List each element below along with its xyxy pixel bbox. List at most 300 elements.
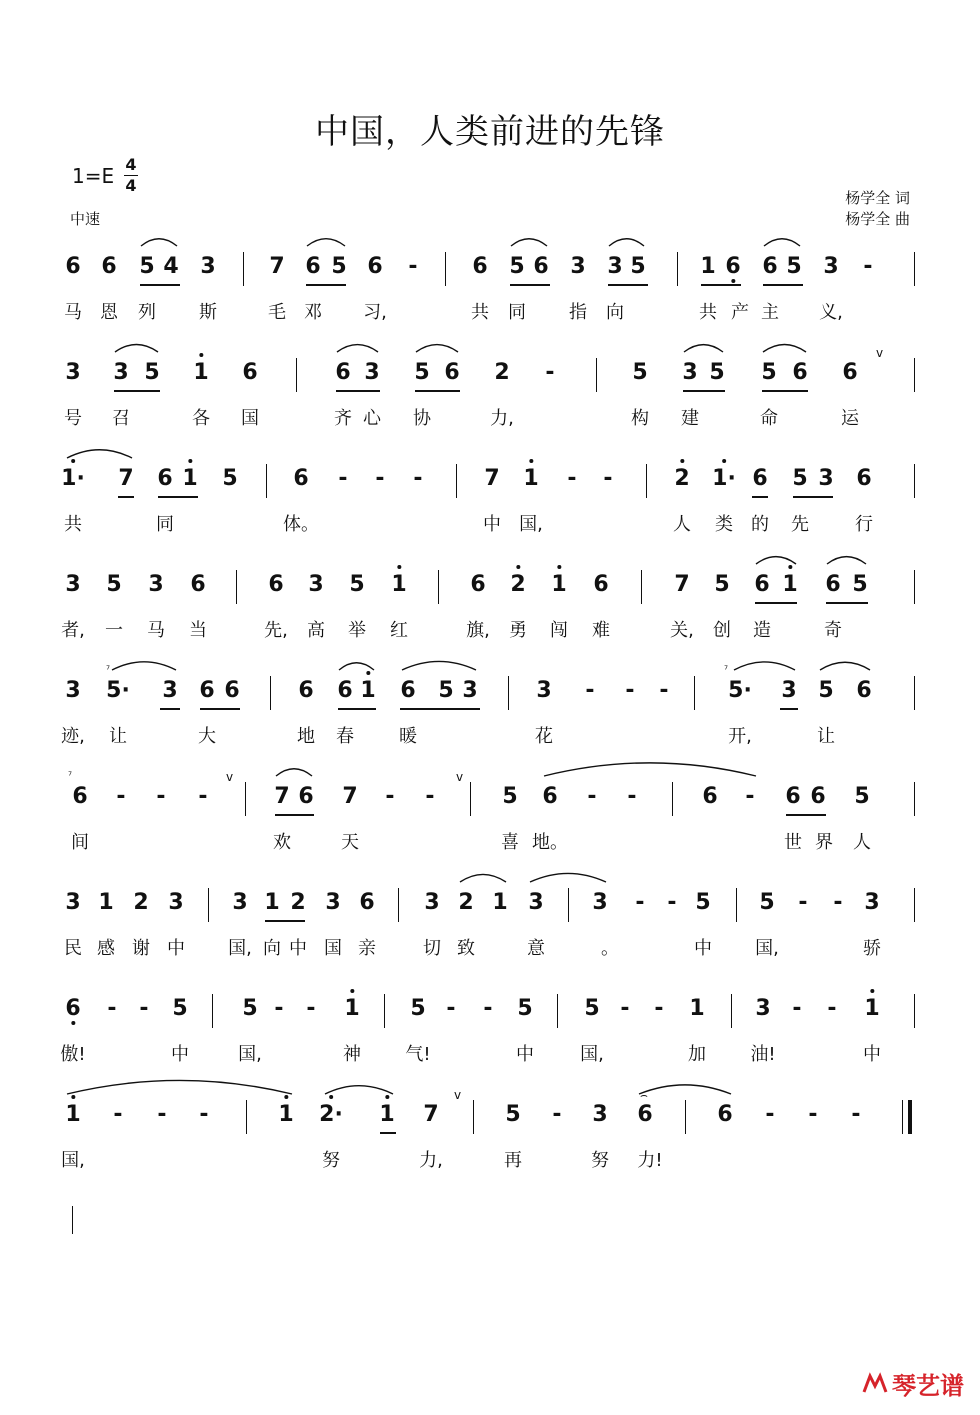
note: 6 — [542, 784, 558, 809]
note: 5 — [438, 678, 454, 703]
lyric-syllable: 谢 — [132, 938, 150, 959]
note: 5 — [714, 572, 730, 597]
barline — [914, 994, 915, 1028]
lyric-syllable: 加 — [688, 1044, 706, 1065]
barline — [557, 994, 558, 1028]
note: 6 — [856, 678, 872, 703]
notes-row — [0, 466, 980, 506]
note: 3 — [607, 254, 623, 279]
note: 3 — [781, 678, 797, 703]
note: 1 — [360, 678, 375, 703]
note: 6 — [268, 572, 284, 597]
lyric-syllable: 义, — [819, 302, 843, 323]
lyric-syllable: 中 — [516, 1044, 534, 1065]
note: 1 — [193, 360, 208, 385]
lyric-syllable: 者, — [61, 620, 85, 641]
barline — [914, 464, 915, 498]
note: 3 — [462, 678, 478, 703]
sustain-dash: - — [827, 996, 837, 1021]
barline — [914, 676, 915, 710]
sustain-dash: - — [587, 784, 597, 809]
lyric-syllable: 产 — [731, 302, 749, 323]
sustain-dash: - — [798, 890, 808, 915]
note: 6 — [359, 890, 375, 915]
beat-underline — [701, 284, 741, 286]
sustain-dash: - — [375, 466, 385, 491]
barline — [456, 464, 457, 498]
note: 3 — [823, 254, 839, 279]
time-signature — [124, 156, 138, 195]
notes-row — [0, 254, 980, 294]
note: 6 — [810, 784, 826, 809]
note: 6 — [65, 254, 81, 279]
lyrics-row — [0, 298, 980, 328]
note: 2 — [494, 360, 510, 385]
lyric-syllable: 天 — [341, 832, 359, 853]
note: 3 — [65, 360, 81, 385]
barline — [685, 1100, 686, 1134]
barline — [445, 252, 446, 286]
note: 1 — [182, 466, 197, 491]
note: 3 — [200, 254, 216, 279]
lyric-syllable: 致 — [457, 938, 475, 959]
beat-underline — [158, 496, 198, 498]
note: 6 — [717, 1102, 733, 1127]
octave-dot-above — [188, 459, 192, 463]
slur — [140, 228, 178, 248]
note: 6 — [472, 254, 488, 279]
lyricist-credit: 杨学全 词 — [845, 189, 910, 207]
note: 6 — [444, 360, 460, 385]
octave-dot-above — [385, 1095, 389, 1099]
note: 1 — [344, 996, 359, 1021]
lyrics-row — [0, 934, 980, 964]
sustain-dash: - — [765, 1102, 775, 1127]
time-signature-denominator: 4 — [125, 176, 137, 195]
watermark-text: 琴艺谱 — [892, 1372, 964, 1400]
lyric-syllable: 召 — [112, 408, 130, 429]
note: 4 — [163, 254, 179, 279]
lyric-syllable: 努 — [591, 1150, 609, 1171]
lyric-syllable: 切 — [423, 938, 441, 959]
sustain-dash: - — [306, 996, 316, 1021]
octave-dot-above — [680, 459, 684, 463]
lyric-syllable: 奇 — [824, 620, 842, 641]
note: 3 — [232, 890, 248, 915]
lyric-syllable: 运 — [841, 408, 859, 429]
barline — [208, 888, 209, 922]
note: 1 — [782, 572, 797, 597]
lyric-syllable: 骄 — [863, 938, 881, 959]
lyric-syllable: 类 — [715, 514, 733, 535]
sustain-dash: - — [585, 678, 595, 703]
note: 1 — [98, 890, 114, 915]
note: 5 — [695, 890, 711, 915]
beat-underline — [400, 708, 480, 710]
sustain-dash: - — [659, 678, 669, 703]
barline — [914, 570, 915, 604]
slur — [510, 228, 548, 248]
sustain-dash: - — [745, 784, 755, 809]
note: 5 — [509, 254, 525, 279]
barline — [212, 994, 213, 1028]
note: 6 — [298, 678, 314, 703]
note: 7 — [274, 784, 290, 809]
lyric-syllable: 傲! — [60, 1044, 86, 1065]
note: 5 — [818, 678, 834, 703]
note: 5 — [144, 360, 160, 385]
note: 3 — [162, 678, 178, 703]
octave-dot-above — [870, 989, 874, 993]
notes-row — [0, 890, 980, 930]
sustain-dash: - — [198, 784, 208, 809]
note: 6 — [242, 360, 258, 385]
lyric-syllable: 当 — [189, 620, 207, 641]
lyric-syllable: 马 — [147, 620, 165, 641]
lyric-syllable: 主 — [761, 302, 779, 323]
barline — [731, 994, 732, 1028]
lyric-syllable: 地。 — [532, 832, 568, 853]
lyric-syllable: 力, — [419, 1150, 443, 1171]
beat-underline — [306, 284, 346, 286]
note: 3 — [570, 254, 586, 279]
beat-underline — [338, 708, 376, 710]
barline — [236, 570, 237, 604]
note: 3 — [168, 890, 184, 915]
lyric-syllable: 国 — [324, 938, 342, 959]
barline — [243, 252, 244, 286]
lyric-syllable: 努 — [322, 1150, 340, 1171]
lyric-syllable: 关, — [670, 620, 694, 641]
lyric-syllable: 中 — [289, 938, 307, 959]
lyric-syllable: 邓 — [304, 302, 322, 323]
lyric-syllable: 红 — [390, 620, 408, 641]
note: 3 — [592, 1102, 608, 1127]
sustain-dash: - — [620, 996, 630, 1021]
lyric-syllable: 地 — [297, 726, 315, 747]
note: 5 — [349, 572, 365, 597]
note: 6 — [224, 678, 240, 703]
sustain-dash: - — [627, 784, 637, 809]
lyric-syllable: 中 — [863, 1044, 881, 1065]
note: 5 — [172, 996, 188, 1021]
notes-row — [0, 665, 980, 718]
note: 7 — [423, 1102, 439, 1127]
breath-mark: v — [876, 346, 884, 360]
lyric-syllable: 世 — [784, 832, 802, 853]
note: 2 — [510, 572, 525, 597]
sustain-dash: - — [113, 1102, 123, 1127]
sustain-dash: - — [156, 784, 166, 809]
lyric-syllable: 气! — [405, 1044, 431, 1065]
lyric-syllable: 齐 — [334, 408, 352, 429]
barline — [246, 1100, 247, 1134]
sustain-dash: - — [625, 678, 635, 703]
octave-dot-above — [350, 989, 354, 993]
note: 1 — [492, 890, 508, 915]
lyric-syllable: 创 — [713, 620, 731, 641]
note: 1 — [278, 1102, 293, 1127]
note: 6 — [157, 466, 173, 491]
note: 5· — [728, 678, 752, 703]
note: 6 — [702, 784, 718, 809]
note: 5 — [709, 360, 725, 385]
fermata-mark: ⌢ — [640, 1088, 648, 1102]
lyric-syllable: 同 — [508, 302, 526, 323]
barline — [296, 358, 297, 392]
lyric-syllable: 开, — [728, 726, 752, 747]
sustain-dash: - — [654, 996, 664, 1021]
note: 1· — [61, 466, 85, 491]
lyric-syllable: 暖 — [399, 726, 417, 747]
score-system-4 — [0, 572, 980, 682]
barline — [596, 358, 597, 392]
lyric-syllable: 同 — [156, 514, 174, 535]
sustain-dash: - — [446, 996, 456, 1021]
score-system-3 — [0, 466, 980, 576]
octave-dot-above — [71, 1095, 75, 1099]
lyric-syllable: 建 — [681, 408, 699, 429]
note: 6 — [825, 572, 841, 597]
beat-underline — [140, 284, 180, 286]
sustain-dash: - — [199, 1102, 209, 1127]
lyric-syllable: 油! — [750, 1044, 776, 1065]
beat-underline — [763, 284, 803, 286]
lyric-syllable: 各 — [192, 408, 210, 429]
time-signature-numerator: 4 — [125, 155, 137, 174]
note: 1· — [712, 466, 736, 491]
lyrics-row — [0, 828, 980, 858]
note: 5 — [505, 1102, 521, 1127]
lyric-syllable: 意 — [527, 938, 545, 959]
lyric-syllable: 高 — [307, 620, 325, 641]
lyric-syllable: 春 — [336, 726, 354, 747]
sustain-dash: - — [107, 996, 117, 1021]
score-system-5 — [0, 665, 980, 788]
note: 3 — [755, 996, 771, 1021]
note: 2· — [319, 1102, 343, 1127]
barline — [641, 570, 642, 604]
note: 3 — [65, 890, 81, 915]
note: 5 — [792, 466, 808, 491]
lyric-syllable: 感 — [97, 938, 115, 959]
key-signature: 1=E — [72, 164, 115, 188]
lyric-syllable: 力! — [637, 1150, 663, 1171]
lyric-syllable: 让 — [817, 726, 835, 747]
lyrics-row — [0, 616, 980, 646]
octave-dot-below — [731, 279, 735, 283]
octave-dot-above — [529, 459, 533, 463]
lyric-syllable: 中 — [171, 1044, 189, 1065]
sustain-dash: - — [157, 1102, 167, 1127]
note: 1 — [391, 572, 406, 597]
lyrics-row — [0, 510, 980, 540]
lyric-syllable: 共 — [471, 302, 489, 323]
beat-underline — [752, 496, 768, 498]
octave-dot-above — [557, 565, 561, 569]
beat-underline — [826, 602, 868, 604]
lyric-syllable: 大 — [198, 726, 216, 747]
barline — [270, 676, 271, 710]
lyric-syllable: 国, — [755, 938, 779, 959]
note: 1 — [65, 1102, 80, 1127]
sustain-dash: - — [792, 996, 802, 1021]
octave-dot-above — [329, 1095, 333, 1099]
note: 5 — [517, 996, 533, 1021]
note: 5 — [852, 572, 868, 597]
lyric-syllable: 共 — [699, 302, 717, 323]
lyric-syllable: 列 — [138, 302, 156, 323]
sustain-dash: - — [413, 466, 423, 491]
lyric-syllable: 民 — [64, 938, 82, 959]
beat-underline — [786, 814, 826, 816]
score-system-8 — [0, 996, 980, 1106]
lyric-syllable: 共 — [64, 514, 82, 535]
score-system-7 — [0, 890, 980, 1000]
note: 7 — [484, 466, 500, 491]
note: 6 — [856, 466, 872, 491]
lyric-syllable: 向 — [263, 938, 281, 959]
note: 6 — [298, 784, 314, 809]
lyric-syllable: 喜 — [501, 832, 519, 853]
note: 6 — [199, 678, 215, 703]
sustain-dash: - — [408, 254, 418, 279]
note: 6 — [785, 784, 801, 809]
breath-mark: v — [226, 770, 234, 784]
beat-underline — [683, 390, 725, 392]
sustain-dash: - — [545, 360, 555, 385]
lyrics-row — [0, 1040, 980, 1070]
note: 1 — [379, 1102, 394, 1127]
lyric-syllable: 再 — [504, 1150, 522, 1171]
notes-row — [0, 1088, 980, 1142]
note: 7 — [118, 466, 134, 491]
lyric-syllable: 。 — [601, 938, 619, 959]
lyric-syllable: 旗, — [466, 620, 490, 641]
sustain-dash: - — [338, 466, 348, 491]
lyric-syllable: 界 — [815, 832, 833, 853]
barline — [902, 1100, 903, 1134]
note: 5 — [410, 996, 426, 1021]
lyric-syllable: 国, — [519, 514, 543, 535]
logo-icon — [862, 1372, 888, 1396]
note: 6 — [752, 466, 768, 491]
beat-underline — [510, 284, 550, 286]
beat-underline — [200, 708, 240, 710]
note: 2 — [133, 890, 149, 915]
lyric-syllable: 国, — [228, 938, 252, 959]
octave-dot-above — [199, 353, 203, 357]
score-system-6 — [0, 770, 980, 894]
note: 6 — [533, 254, 549, 279]
beat-underline — [780, 708, 798, 710]
notes-row — [0, 996, 980, 1036]
note: 3 — [113, 360, 129, 385]
lyric-syllable: 间 — [71, 832, 89, 853]
note: 5 — [502, 784, 518, 809]
note: 3 — [148, 572, 164, 597]
note: 7 — [342, 784, 358, 809]
note: 1 — [689, 996, 705, 1021]
lyrics-row — [0, 722, 980, 752]
lyric-syllable: 造 — [753, 620, 771, 641]
note: 6 — [367, 254, 383, 279]
note: 6 — [101, 254, 117, 279]
barline — [245, 782, 246, 816]
sustain-dash: - — [483, 996, 493, 1021]
lyric-syllable: 行 — [855, 514, 873, 535]
note: 5 — [331, 254, 347, 279]
barline — [672, 782, 673, 816]
lyric-syllable: 心 — [363, 408, 381, 429]
sustain-dash: - — [567, 466, 577, 491]
sustain-dash: - — [274, 996, 284, 1021]
lyric-syllable: 命 — [760, 408, 778, 429]
lyric-syllable: 举 — [348, 620, 366, 641]
octave-dot-below — [71, 1021, 75, 1025]
beat-underline — [608, 284, 648, 286]
sustain-dash: - — [851, 1102, 861, 1127]
note: 3 — [592, 890, 608, 915]
note: 6 — [335, 360, 351, 385]
barline — [646, 464, 647, 498]
grace-note: ⁷ — [724, 665, 729, 676]
lyric-syllable: 国, — [61, 1150, 85, 1171]
sustain-dash: - — [552, 1102, 562, 1127]
lyric-syllable: 力, — [490, 408, 514, 429]
note: 3 — [364, 360, 380, 385]
note: 3 — [536, 678, 552, 703]
note: 3 — [308, 572, 324, 597]
note: 5 — [139, 254, 155, 279]
sustain-dash: - — [863, 254, 873, 279]
note: 5 — [786, 254, 802, 279]
score-system-9 — [0, 1088, 980, 1212]
sustain-dash: - — [139, 996, 149, 1021]
lyric-syllable: 人 — [673, 514, 691, 535]
lyric-syllable: 欢 — [273, 832, 291, 853]
lyric-syllable: 让 — [109, 726, 127, 747]
sustain-dash: - — [635, 890, 645, 915]
lyric-syllable: 毛 — [268, 302, 286, 323]
note: 6 — [593, 572, 609, 597]
notes-row — [0, 346, 980, 400]
beat-underline — [114, 390, 160, 392]
lyric-syllable: 一 — [105, 620, 123, 641]
octave-dot-above — [722, 459, 726, 463]
note: 1 — [864, 996, 879, 1021]
lyric-syllable: 指 — [569, 302, 587, 323]
beat-underline — [380, 1132, 396, 1134]
lyric-syllable: 先, — [264, 620, 288, 641]
note: 5 — [222, 466, 238, 491]
lyric-syllable: 的 — [751, 514, 769, 535]
lyric-syllable: 体。 — [283, 514, 319, 535]
sustain-dash: - — [667, 890, 677, 915]
note: 5· — [106, 678, 130, 703]
note: 3 — [65, 678, 81, 703]
credits — [845, 188, 910, 230]
lyric-syllable: 中 — [694, 938, 712, 959]
lyric-syllable: 人 — [853, 832, 871, 853]
note: 1 — [551, 572, 566, 597]
lyric-syllable: 恩 — [100, 302, 118, 323]
barline — [694, 676, 695, 710]
octave-dot-above — [788, 565, 792, 569]
lyric-syllable: 神 — [343, 1044, 361, 1065]
beat-underline — [762, 390, 808, 392]
breath-mark: v — [454, 1088, 462, 1102]
